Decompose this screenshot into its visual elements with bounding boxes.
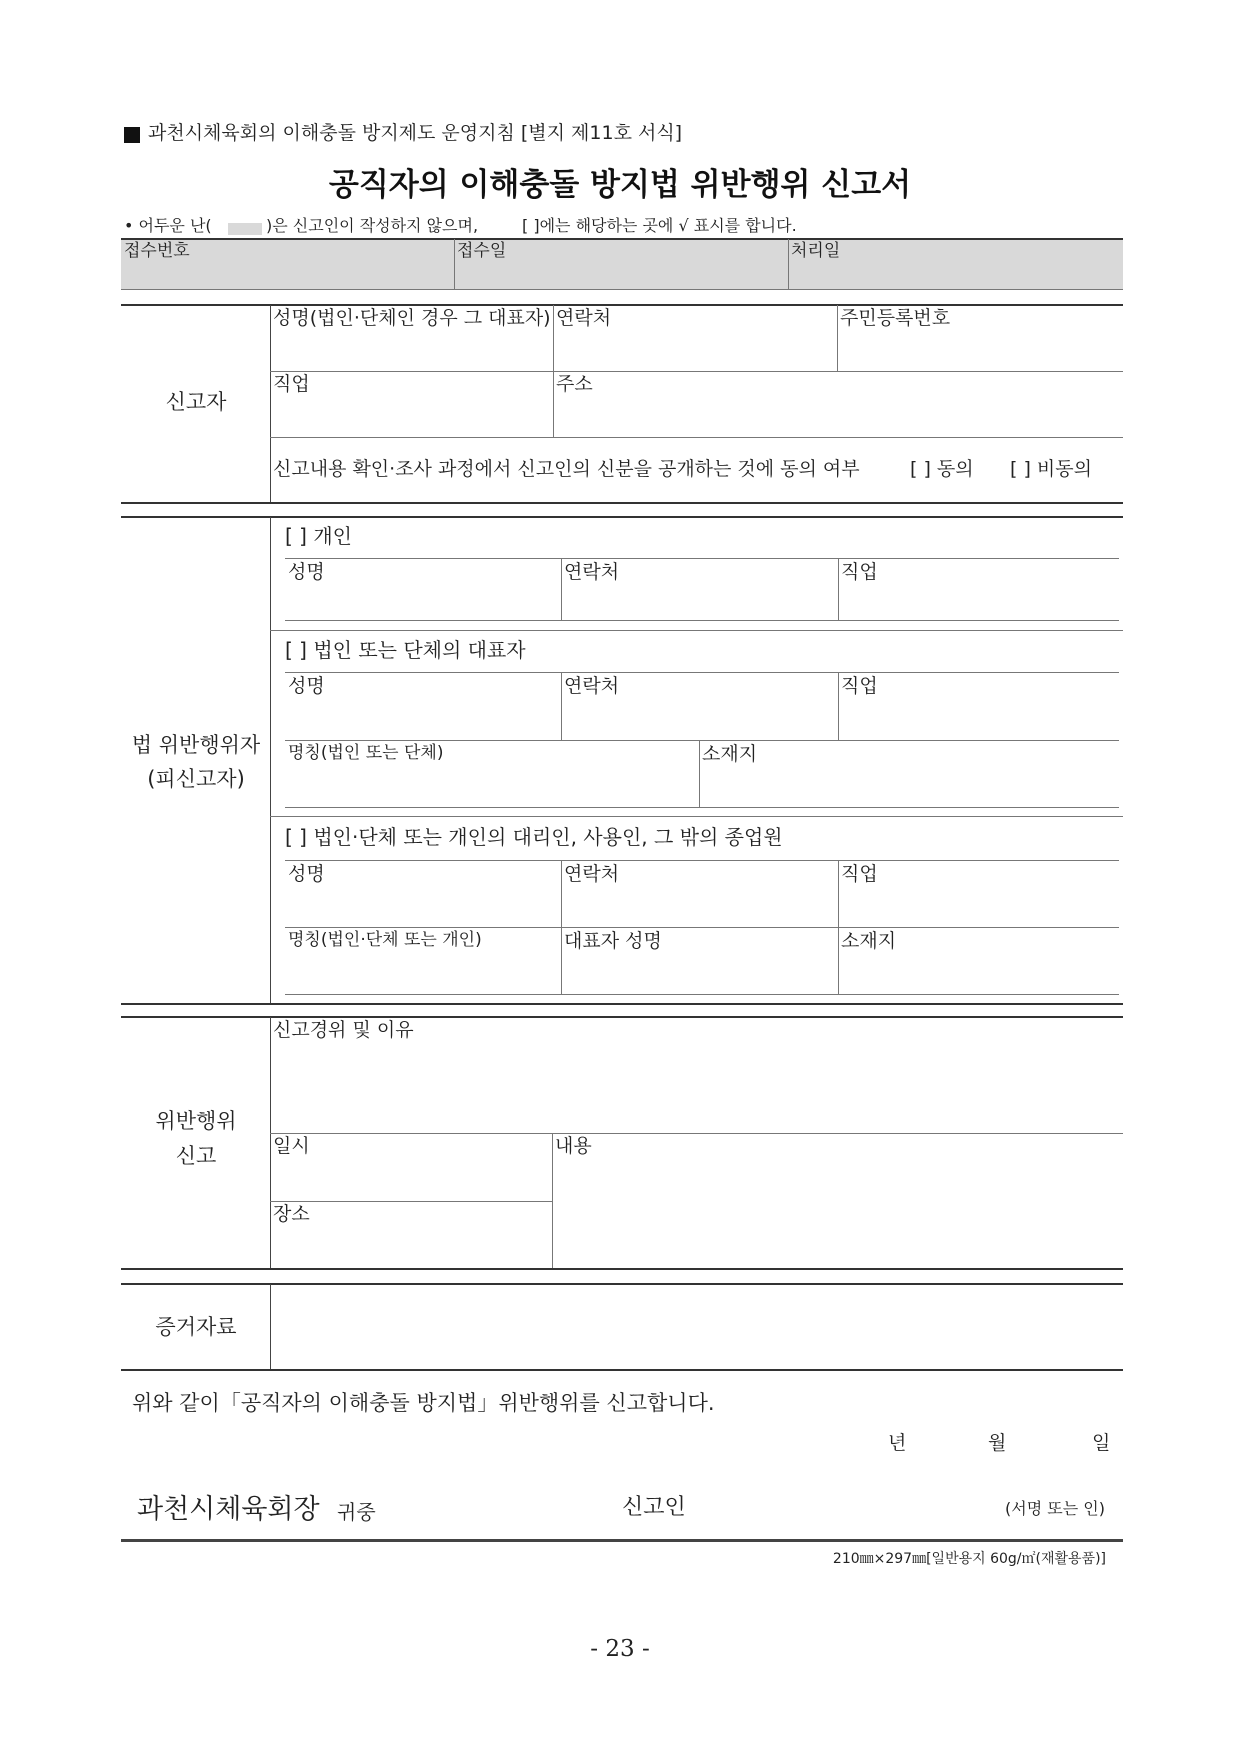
corporate-bottom-line (285, 807, 1119, 808)
agent-contact-label: 연락처 (564, 863, 620, 885)
declaration-text: 위와 같이「공직자의 이해충돌 방지법」위반행위를 신고합니다. (132, 1391, 715, 1415)
consent-disagree-checkbox[interactable]: [ ] 비동의 (1010, 458, 1092, 480)
receipt-divider-1 (454, 239, 455, 289)
receipt-top-line (121, 238, 1123, 240)
agent-div1 (561, 860, 562, 994)
violation-place-label: 장소 (273, 1203, 310, 1225)
date-month-label: 월 (988, 1432, 1007, 1454)
individual-name-label: 성명 (288, 561, 325, 583)
reporter-row1-div1 (553, 305, 554, 437)
agent-top-line (270, 816, 1123, 817)
agent-bottom-line (285, 994, 1119, 995)
header-square-icon (124, 127, 140, 143)
agent-rep-name-label: 대표자 성명 (564, 930, 662, 952)
instruction-prefix: • 어두운 난( (124, 216, 212, 235)
agent-org-name-label: 명칭(법인·단체 또는 개인) (288, 930, 482, 950)
agent-location-label: 소재지 (841, 930, 897, 952)
reporter-top-line (121, 304, 1123, 306)
individual-bottom-line (285, 620, 1119, 621)
agent-header-line (285, 860, 1119, 861)
corporate-contact-label: 연락처 (564, 675, 620, 697)
violation-section-label-1: 위반행위 (155, 1109, 237, 1133)
violation-datetime-line (270, 1201, 552, 1202)
violation-content-label: 내용 (555, 1135, 592, 1157)
receipt-row (121, 239, 1123, 289)
violation-mid-line (270, 1133, 1123, 1134)
violator-agent-checkbox[interactable]: [ ] 법인·단체 또는 개인의 대리인, 사용인, 그 밖의 종업원 (285, 825, 783, 849)
corporate-occupation-label: 직업 (841, 675, 878, 697)
violation-datetime-label: 일시 (273, 1135, 310, 1157)
reporter-address-label: 주소 (556, 373, 593, 395)
corporate-top-line (270, 630, 1123, 631)
reporter-row1-div2 (837, 305, 838, 371)
header-note: 과천시체육회의 이해충돌 방지제도 운영지침 [별지 제11호 서식] (148, 122, 683, 144)
violation-background-label: 신고경위 및 이유 (273, 1019, 414, 1041)
reporter-resident-no-label: 주민등록번호 (840, 307, 951, 329)
individual-header-line (285, 558, 1119, 559)
receipt-divider-2 (788, 239, 789, 289)
corporate-name-label: 성명 (288, 675, 325, 697)
instruction-middle: )은 신고인이 작성하지 않으며, (266, 216, 479, 235)
page-number: - 23 - (590, 1636, 650, 1662)
evidence-bottom-line (121, 1369, 1123, 1371)
reporter-occupation-label: 직업 (273, 373, 310, 395)
violator-individual-checkbox[interactable]: [ ] 개인 (285, 524, 352, 548)
violator-section-label-2: (피신고자) (147, 767, 245, 791)
reporter-sign-label: 신고인 (622, 1495, 686, 1520)
footer-line (121, 1539, 1123, 1542)
reporter-sign-placeholder: (서명 또는 인) (1005, 1499, 1105, 1518)
receipt-date-label: 접수일 (457, 241, 507, 261)
corporate-div2 (838, 672, 839, 740)
evidence-top-line-b (121, 1283, 1123, 1285)
date-year-label: 년 (888, 1432, 907, 1454)
processing-date-label: 처리일 (791, 241, 841, 261)
violation-section-label-2: 신고 (175, 1144, 217, 1168)
violator-section-label-1: 법 위반행위자 (131, 733, 261, 757)
corporate-header-line (285, 672, 1119, 673)
corporate-div1 (561, 672, 562, 740)
violator-top-line-a (121, 502, 1123, 504)
recipient-name: 과천시체육회장 (137, 1494, 320, 1525)
individual-contact-label: 연락처 (564, 561, 620, 583)
instruction-suffix: [ ]에는 해당하는 곳에 √ 표시를 합니다. (522, 216, 797, 235)
reporter-row1-line (270, 371, 1123, 372)
recipient-honorific: 귀중 (337, 1500, 376, 1524)
reporter-section-label: 신고자 (165, 390, 227, 414)
violator-top-line-b (121, 516, 1123, 518)
consent-agree-checkbox[interactable]: [ ] 동의 (910, 458, 974, 480)
paper-spec: 210㎜×297㎜[일반용지 60g/㎡(재활용품)] (832, 1551, 1106, 1567)
receipt-number-label: 접수번호 (124, 241, 190, 261)
date-day-label: 일 (1092, 1432, 1111, 1454)
page-title: 공직자의 이해충돌 방지법 위반행위 신고서 (328, 167, 912, 203)
individual-occupation-label: 직업 (841, 561, 878, 583)
evidence-top-line-a (121, 1268, 1123, 1270)
agent-name-label: 성명 (288, 863, 325, 885)
corporate-location-label: 소재지 (702, 743, 758, 765)
individual-div2 (838, 558, 839, 620)
corporate-mid-line (285, 740, 1119, 741)
receipt-bottom-line (121, 289, 1123, 290)
reporter-row2-line (270, 437, 1123, 438)
reporter-name-label: 성명(법인·단체인 경우 그 대표자) (273, 307, 551, 329)
corporate-org-name-label: 명칭(법인 또는 단체) (288, 743, 444, 763)
agent-mid-line (285, 927, 1119, 928)
agent-occupation-label: 직업 (841, 863, 878, 885)
corporate-div3 (699, 740, 700, 807)
violation-top-line-b (121, 1016, 1123, 1018)
consent-question: 신고내용 확인·조사 과정에서 신고인의 신분을 공개하는 것에 동의 여부 (273, 458, 860, 480)
violator-corporate-checkbox[interactable]: [ ] 법인 또는 단체의 대표자 (285, 638, 526, 662)
individual-div1 (561, 558, 562, 620)
violation-content-divider (552, 1133, 553, 1269)
shaded-sample-box (228, 223, 262, 235)
violation-top-line-a (121, 1003, 1123, 1005)
evidence-section-label: 증거자료 (155, 1315, 237, 1339)
agent-div2 (838, 860, 839, 994)
reporter-contact-label: 연락처 (556, 307, 612, 329)
